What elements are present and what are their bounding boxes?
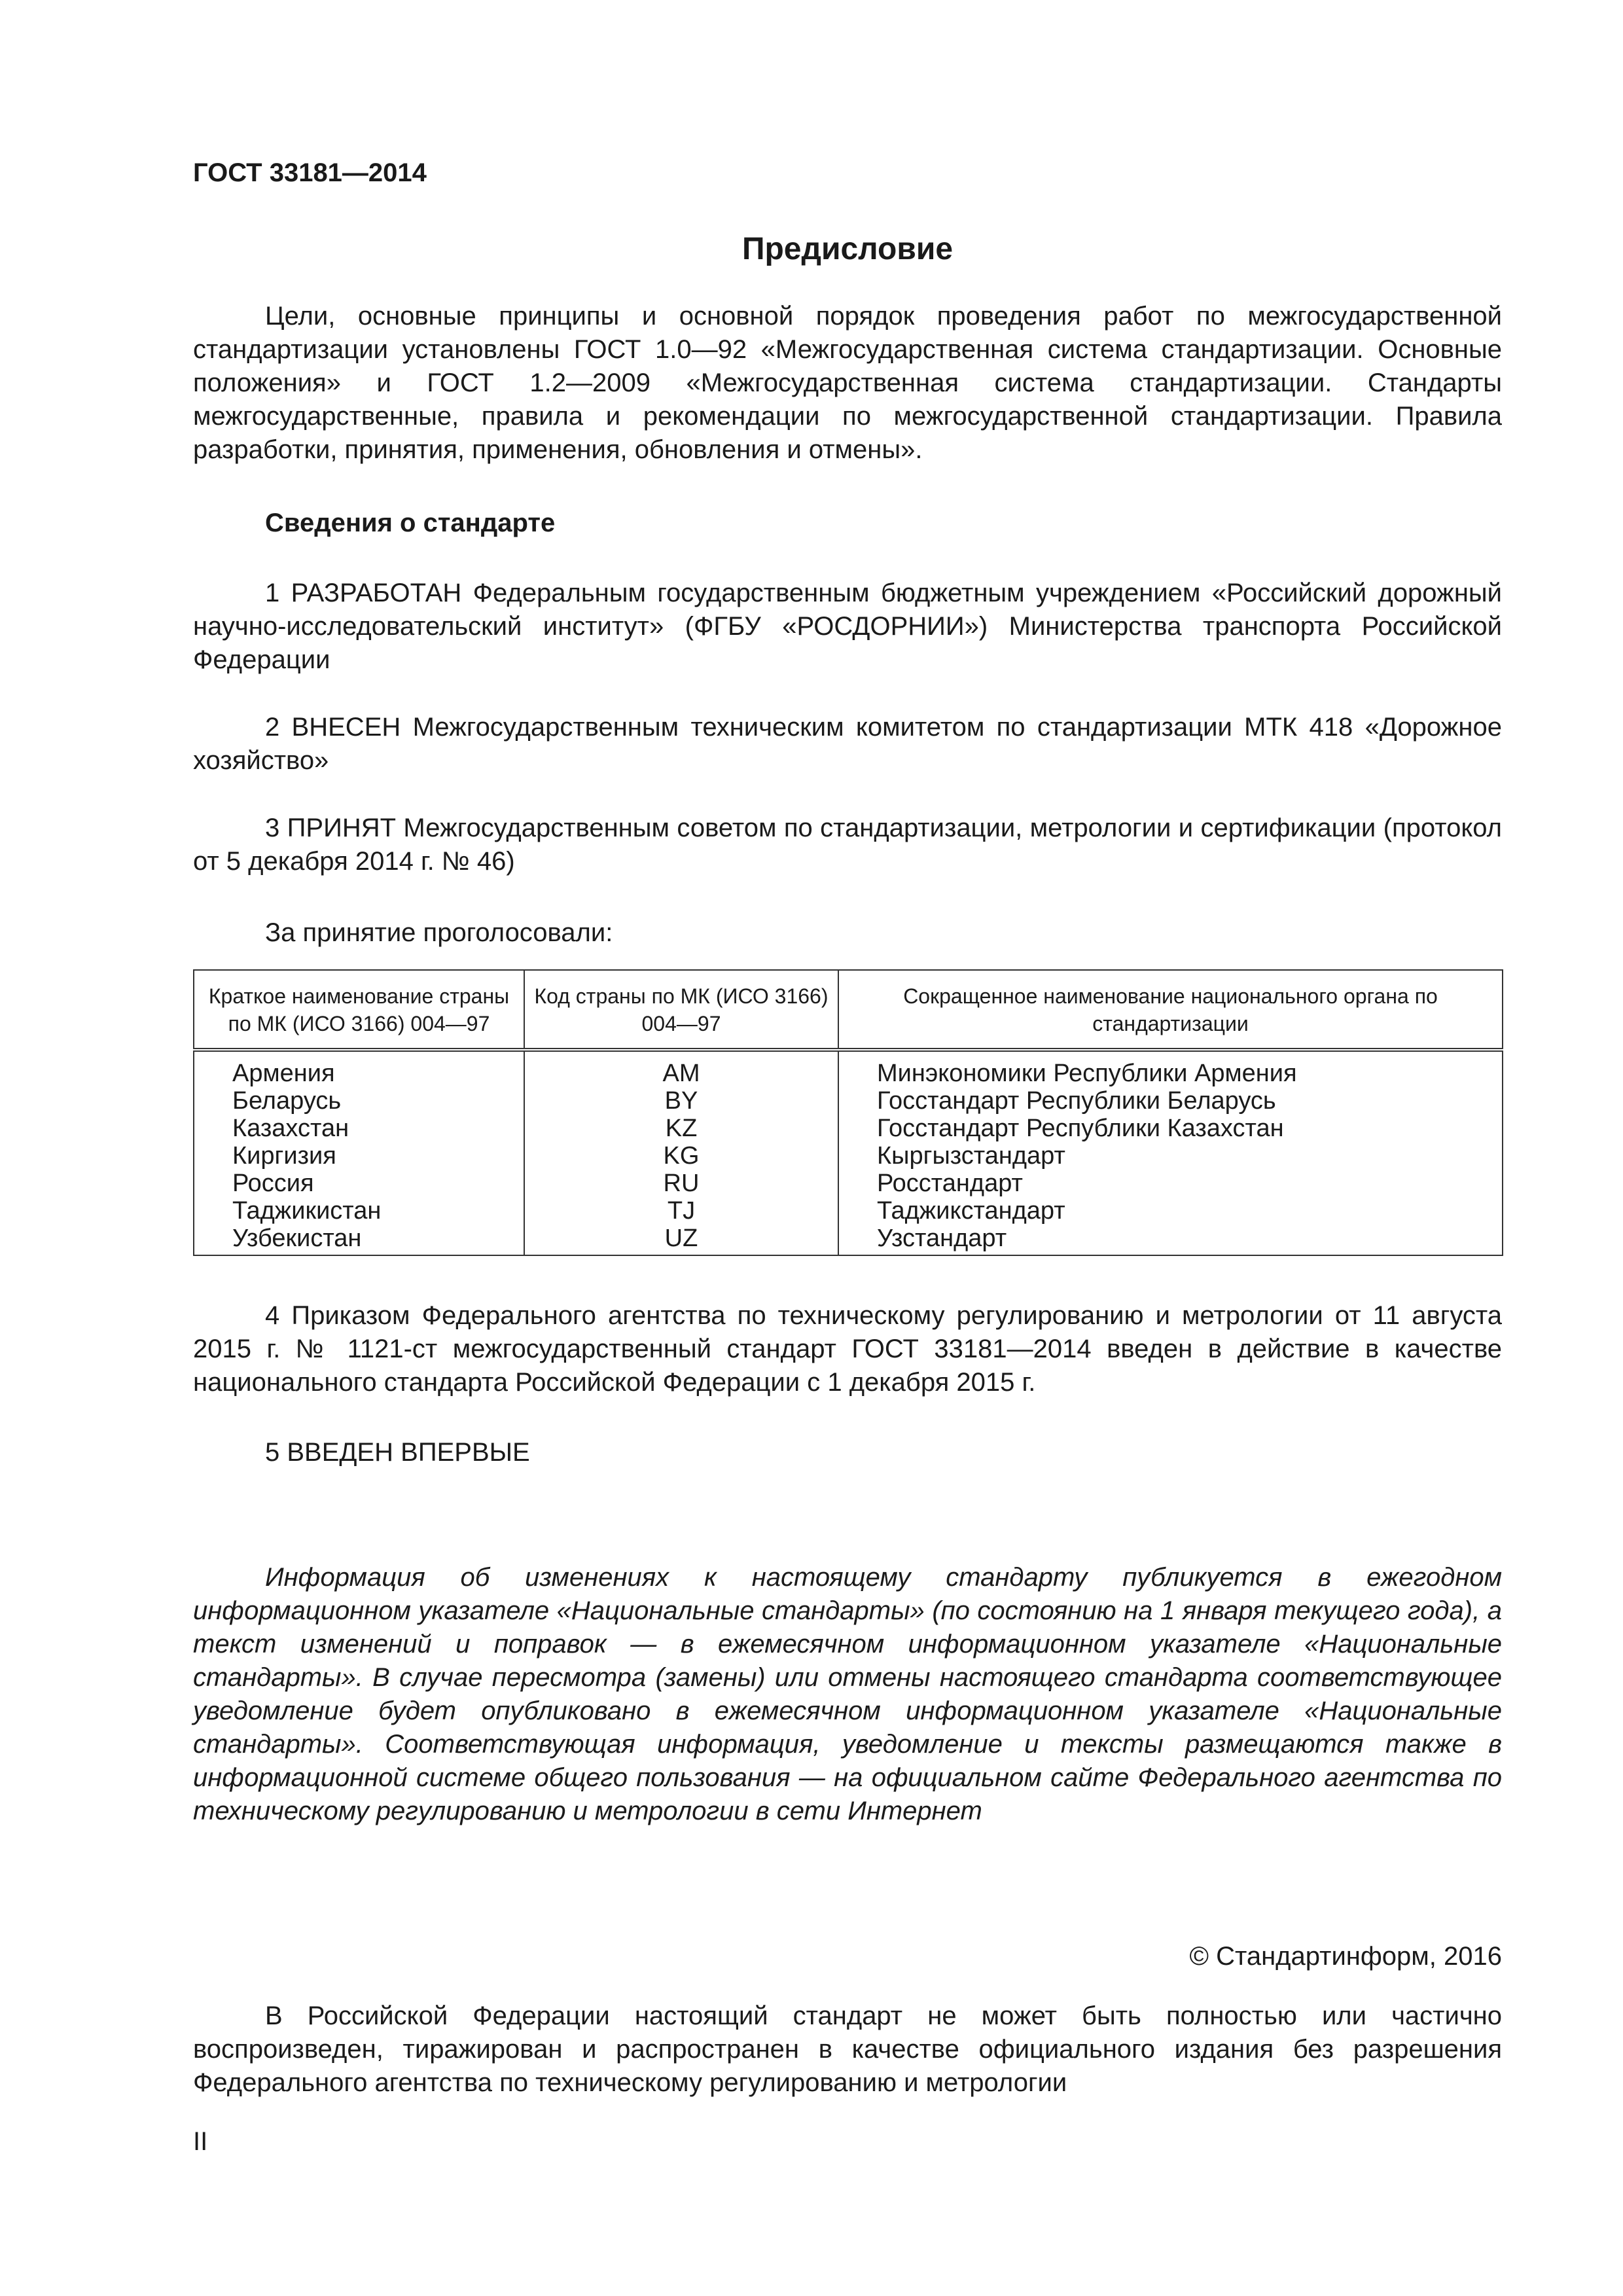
- vote-caption: За принятие проголосовали:: [265, 918, 613, 947]
- cell-code: KZ: [524, 1115, 838, 1142]
- cell-body: Узстандарт: [838, 1225, 1503, 1255]
- table-row: [194, 1197, 1503, 1225]
- cell-body: Кыргызстандарт: [838, 1142, 1503, 1170]
- changes-info-note: Информация об изменениях к настоящему стандарту публикуется в ежегодном информационном указателе «Национальные стандарты» (по состоянию на 1 января текущего года), а текст изменений и поправок — в ежемесячном информационном указателе «Национальные стандарты». В случае пересмотра (замены) или отмены настоящего стандарта соответствующее уведомление будет опубликовано в ежемесячном информационном указателе «Национальные стандарты». Соответствующая информация, уведомление и тексты размещаются также в информационной системе общего пользования — на официальном сайте Федерального агентства по техническому регулированию и метрологии в сети Интернет: [193, 1563, 1502, 1825]
- cell-country: Армения: [194, 1050, 524, 1087]
- cell-body: Росстандарт: [838, 1170, 1503, 1197]
- cell-country: Таджикистан: [194, 1197, 524, 1225]
- section-heading: Сведения о стандарте: [265, 509, 556, 537]
- table-row: [194, 1225, 1503, 1255]
- cell-country: Россия: [194, 1170, 524, 1197]
- page-number: II: [193, 2127, 208, 2156]
- cell-code: BY: [524, 1087, 838, 1115]
- cell-code: RU: [524, 1170, 838, 1197]
- header-country: Краткое наименование страны по МК (ИСО 3166) 004—97: [194, 970, 524, 1050]
- document-page: [193, 157, 1502, 2157]
- cell-body: Таджикстандарт: [838, 1197, 1503, 1225]
- cell-body: Госстандарт Республики Казахстан: [838, 1115, 1503, 1142]
- table-row: [194, 1142, 1503, 1170]
- cell-country: Казахстан: [194, 1115, 524, 1142]
- cell-country: Киргизия: [194, 1142, 524, 1170]
- reproduction-notice: В Российской Федерации настоящий стандарт не может быть полностью или частично воспроизведен, тиражирован и распространен в качестве официального издания без разрешения Федерального агентства по техническому регулированию и метрологии: [193, 2001, 1502, 2097]
- item-enacted: 4 Приказом Федерального агентства по техническому регулированию и метрологии от 11 августа 2015 г. № 1121-ст межгосударственный стандарт ГОСТ 33181—2014 введен в действие в качестве национального стандарта Российской Федерации с 1 декабря 2015 г.: [193, 1301, 1502, 1397]
- header-body: Сокращенное наименование национального органа по стандартизации: [838, 970, 1503, 1050]
- cell-body: Госстандарт Республики Беларусь: [838, 1087, 1503, 1115]
- header-code: Код страны по МК (ИСО 3166) 004—97: [524, 970, 838, 1050]
- cell-code: TJ: [524, 1197, 838, 1225]
- voting-table: [193, 969, 1503, 1256]
- table-row: [194, 1050, 1503, 1087]
- copyright-line: © Стандартинформ, 2016: [1189, 1942, 1502, 1971]
- table-row: [194, 1115, 1503, 1142]
- item-submitted: 2 ВНЕСЕН Межгосударственным техническим комитетом по стандартизации МТК 418 «Дорожное хозяйство»: [193, 713, 1502, 775]
- cell-code: KG: [524, 1142, 838, 1170]
- cell-body: Минэкономики Республики Армения: [838, 1050, 1503, 1087]
- intro-paragraph: Цели, основные принципы и основной порядок проведения работ по межгосударственной стандартизации установлены ГОСТ 1.0—92 «Межгосударственная система стандартизации. Основные положения» и ГОСТ 1.2—2009 «Межгосударственная система стандартизации. Стандарты межгосударственные, правила и рекомендации по межгосударственной стандартизации. Правила разработки, принятия, применения, обновления и отмены».: [193, 302, 1502, 464]
- item-adopted: 3 ПРИНЯТ Межгосударственным советом по стандартизации, метрологии и сертификации (протокол от 5 декабря 2014 г. № 46): [193, 814, 1502, 876]
- table-header-row: [194, 970, 1503, 1050]
- document-code: ГОСТ 33181—2014: [193, 158, 427, 187]
- item-developed: 1 РАЗРАБОТАН Федеральным государственным бюджетным учреждением «Российский дорожный научно-исследовательский институт» (ФГБУ «РОСДОРНИИ») Министерства транспорта Российской Федерации: [193, 579, 1502, 674]
- cell-country: Беларусь: [194, 1087, 524, 1115]
- table-row: [194, 1087, 1503, 1115]
- table-row: [194, 1170, 1503, 1197]
- page-title: Предисловие: [741, 232, 954, 266]
- cell-code: AM: [524, 1050, 838, 1087]
- cell-code: UZ: [524, 1225, 838, 1255]
- item-first-introduced: 5 ВВЕДЕН ВПЕРВЫЕ: [265, 1438, 530, 1467]
- cell-country: Узбекистан: [194, 1225, 524, 1255]
